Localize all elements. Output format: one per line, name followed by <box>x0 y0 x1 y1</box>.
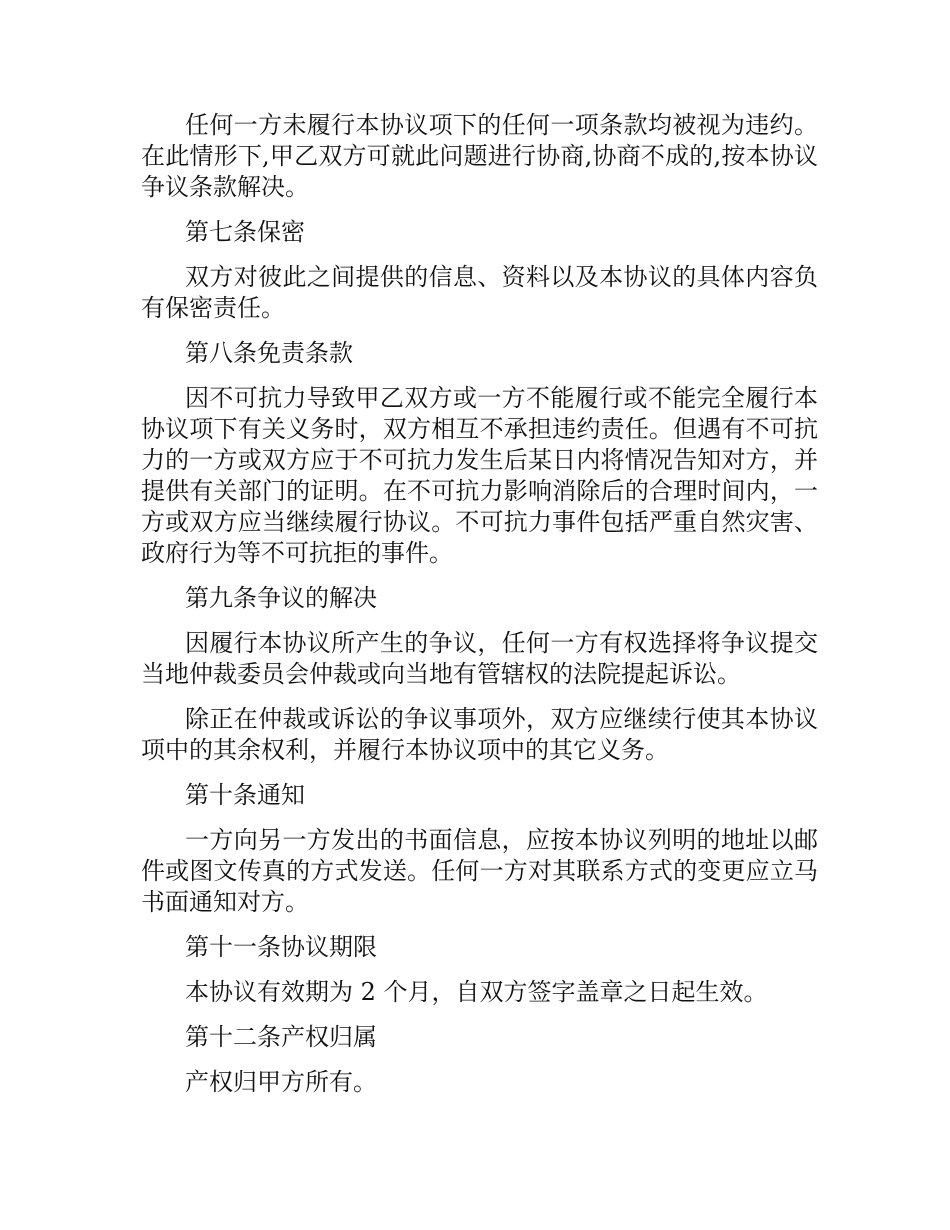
article-9-paragraph-1: 因履行本协议所产生的争议，任何一方有权选择将争议提交当地仲裁委员会仲裁或向当地有管辖权的法院提起诉讼。 <box>141 629 818 688</box>
article-12-paragraph: 产权归甲方所有。 <box>185 1068 377 1096</box>
article-11-paragraph: 本协议有效期为 2 个月，自双方签字盖章之日起生效。 <box>185 978 768 1006</box>
breach-paragraph: 任何一方未履行本协议项下的任何一项条款均被视为违约。在此情形下,甲乙双方可就此问题进行协商,协商不成的,按本协议争议条款解决。 <box>141 111 818 201</box>
article-7-heading: 第七条保密 <box>185 218 305 246</box>
article-8-heading: 第八条免责条款 <box>185 339 353 367</box>
article-7-paragraph: 双方对彼此之间提供的信息、资料以及本协议的具体内容负有保密责任。 <box>141 263 818 322</box>
article-10-paragraph: 一方向另一方发出的书面信息，应按本协议列明的地址以邮件或图文传真的方式发送。任何一方对其联系方式的变更应立马书面通知对方。 <box>141 826 818 916</box>
article-8-paragraph: 因不可抗力导致甲乙双方或一方不能履行或不能完全履行本协议项下有关义务时，双方相互不承担违约责任。但遇有不可抗力的一方或双方应于不可抗力发生后某日内将情况告知对方，并提供有关部门的证明。在不可抗力影响消除后的合理时间内，一方或双方应当继续履行协议。不可抗力事件包括严重自然灾害、政府行为等不可抗拒的事件。 <box>141 384 818 567</box>
article-11-heading: 第十一条协议期限 <box>185 933 377 961</box>
article-12-heading: 第十二条产权归属 <box>185 1023 377 1051</box>
article-9-heading: 第九条争议的解决 <box>185 584 377 612</box>
article-10-heading: 第十条通知 <box>185 781 305 809</box>
article-9-paragraph-2: 除正在仲裁或诉讼的争议事项外，双方应继续行使其本协议项中的其余权利，并履行本协议项中的其它义务。 <box>141 705 818 764</box>
